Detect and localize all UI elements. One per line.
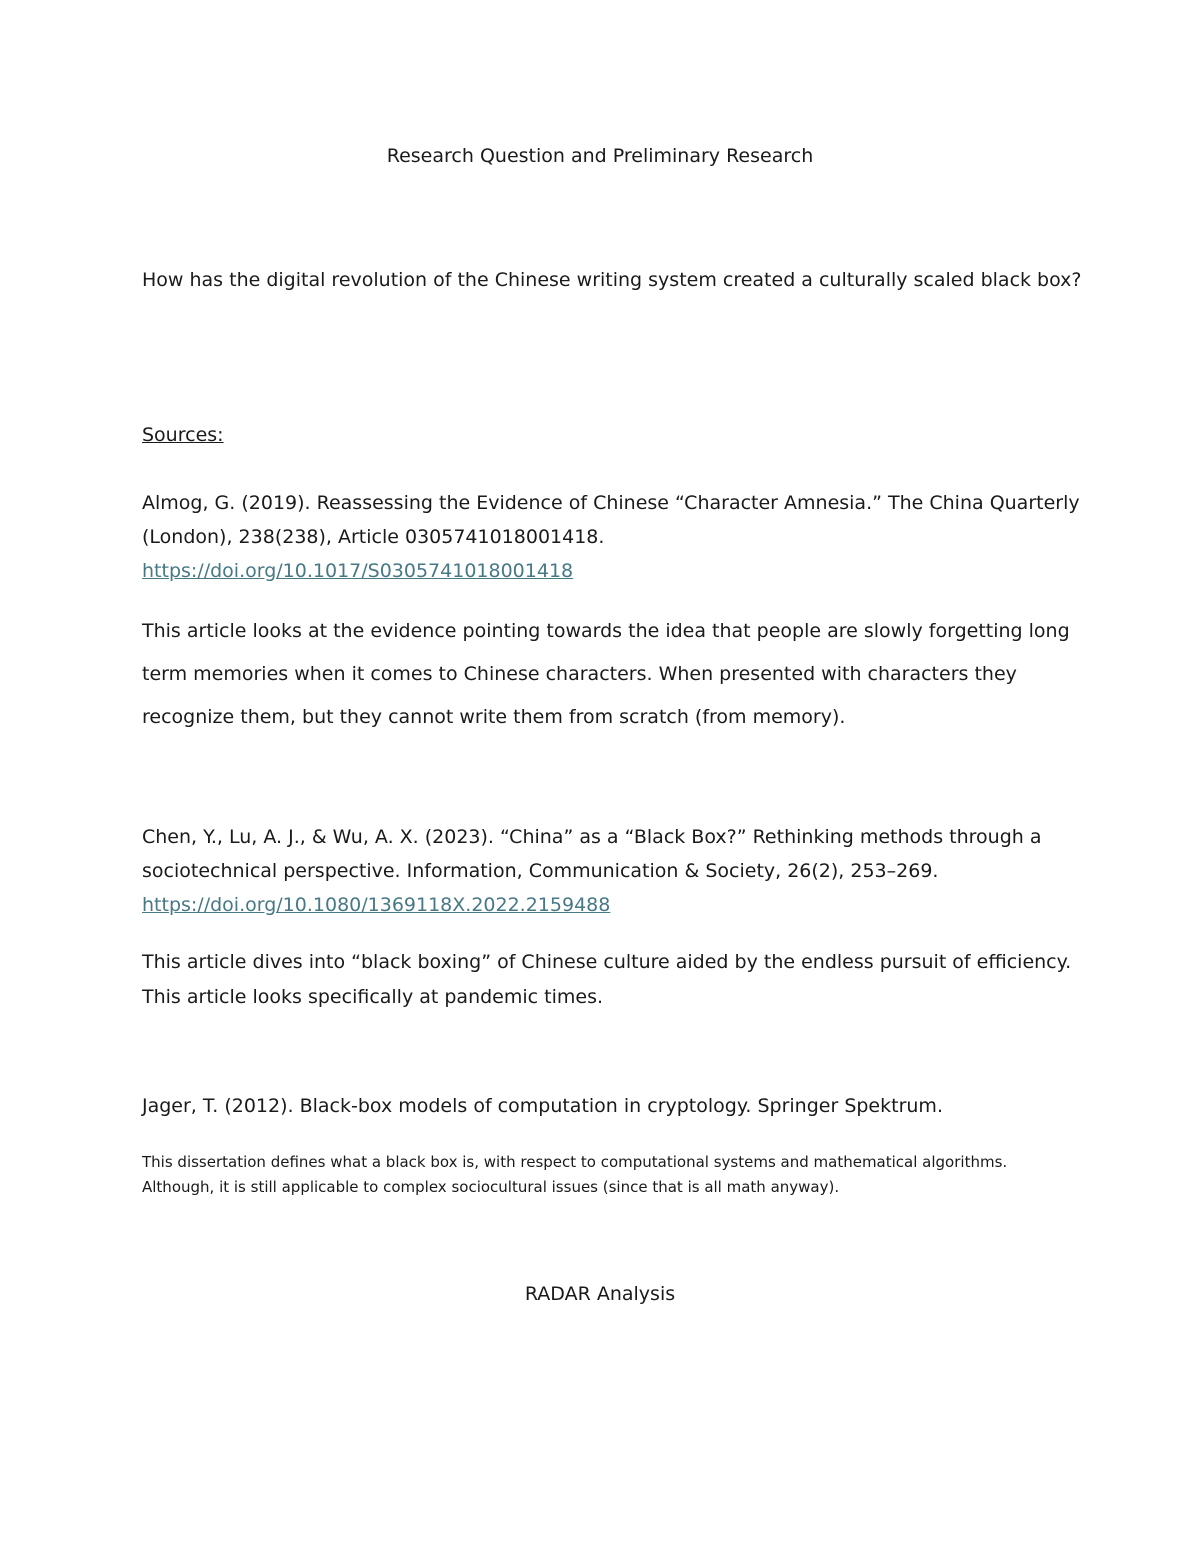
- source-citation-2: [142, 820, 1082, 922]
- page-title: Research Question and Preliminary Research: [386, 145, 814, 167]
- source-summary-3: This dissertation defines what a black box is, with respect to computational systems and mathematical algorithms. Although, it is still applicable to complex sociocultural issues (since that is all math anyway).: [142, 1153, 1008, 1196]
- citation-text-1: Almog, G. (2019). Reassessing the Evidence of Chinese “Character Amnesia.” The China Quarterly (London), 238(238), Article 0305741018001418.: [142, 492, 1080, 548]
- source-citation-3: Jager, T. (2012). Black-box models of computation in cryptology. Springer Spektrum.: [142, 1095, 943, 1117]
- research-question: How has the digital revolution of the Chinese writing system created a culturally scaled black box?: [142, 269, 1082, 291]
- citation-text-2: Chen, Y., Lu, A. J., & Wu, A. X. (2023). “China” as a “Black Box?” Rethinking methods through a sociotechnical perspective. Information, Communication & Society, 26(2), 253–269.: [142, 826, 1042, 882]
- source-summary-2: This article dives into “black boxing” of Chinese culture aided by the endless pursuit of efficiency. This article looks specifically at pandemic times.: [142, 951, 1072, 1008]
- source-summary-1: This article looks at the evidence pointing towards the idea that people are slowly forgetting long term memories when it comes to Chinese characters. When presented with characters they recognize them, but they cannot write them from scratch (from memory).: [142, 620, 1070, 728]
- section-title-radar: RADAR Analysis: [524, 1283, 676, 1305]
- doi-link-1[interactable]: https://doi.org/10.1017/S0305741018001418: [142, 560, 574, 582]
- doi-link-2[interactable]: https://doi.org/10.1080/1369118X.2022.2159488: [142, 894, 611, 916]
- sources-heading: Sources:: [142, 424, 224, 446]
- source-citation-1: [142, 486, 1082, 588]
